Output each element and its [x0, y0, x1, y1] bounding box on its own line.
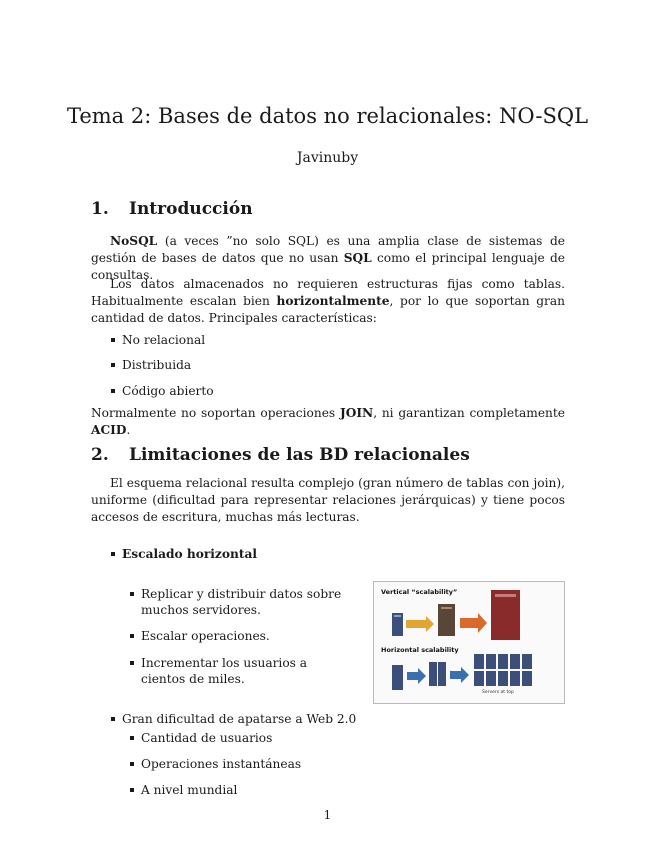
section-title: Limitaciones de las BD relacionales [129, 445, 470, 465]
bold-term: horizontalmente [276, 294, 390, 308]
section-number: 2. [91, 445, 109, 465]
bold-term: SQL [343, 251, 372, 265]
list-item: Distribuida [122, 357, 191, 373]
arrow-icon [450, 667, 469, 683]
figure-caption: Servers at top [482, 690, 514, 695]
arrow-icon [407, 668, 426, 684]
small-server-icon [392, 665, 403, 690]
section-title: Introducción [129, 199, 253, 219]
arrow-icon [406, 616, 434, 632]
section-heading-limitaciones [91, 445, 470, 465]
scalability-figure [373, 581, 565, 704]
document-title: Tema 2: Bases de datos no relacionales: NO-SQL [66, 104, 589, 128]
list-item: No relacional [122, 332, 205, 348]
figure-label-vertical: Vertical “scalability” [381, 588, 458, 596]
big-server-icon [491, 590, 520, 640]
arrow-icon [460, 613, 487, 633]
sub-list-item: Cantidad de usuarios [141, 730, 272, 746]
bold-term: NoSQL [110, 234, 158, 248]
document-author: Javinuby [296, 150, 359, 166]
limitations-paragraph: El esquema relacional resulta complejo (gran número de tablas con join), uniforme (dificultad para representar relaciones jerárquicas) y tiene pocos accesos de escritura, muchas más lecturas. [91, 476, 565, 524]
section-number: 1. [91, 199, 109, 219]
scalability-diagram [374, 582, 564, 703]
bold-term: ACID [91, 423, 127, 437]
sub-list-item: Incrementar los usuarios a cientos de miles. [141, 655, 351, 687]
list-item: Código abierto [122, 383, 214, 399]
join-acid-paragraph: Normalmente no soportan operaciones JOIN, ni garantizan completamente ACID. [91, 406, 565, 437]
sub-list-item: Escalar operaciones. [141, 628, 270, 644]
section-heading-introduccion [91, 199, 253, 219]
storage-paragraph: Los datos almacenados no requieren estructuras fijas como tablas. Habitualmente escalan bien horizontalmente, por lo que soportan gran cantidad de datos. Principales características: [91, 277, 565, 325]
bold-term: JOIN [339, 406, 374, 420]
list-item-web20: Gran dificultad de apatarse a Web 2.0 [122, 711, 356, 727]
intro-paragraph: NoSQL (a veces ”no solo SQL) es una amplia clase de sistemas de gestión de bases de datos que no usan SQL como el principal lenguaje de consultas. [91, 234, 565, 282]
sub-list-item: A nivel mundial [141, 782, 237, 798]
page-number: 1 [323, 808, 332, 822]
sub-list-item: Operaciones instantáneas [141, 756, 301, 772]
figure-label-horizontal: Horizontal scalability [381, 646, 459, 654]
list-item-escalado: Escalado horizontal [122, 546, 257, 562]
sub-list-item: Replicar y distribuir datos sobre muchos servidores. [141, 586, 351, 618]
